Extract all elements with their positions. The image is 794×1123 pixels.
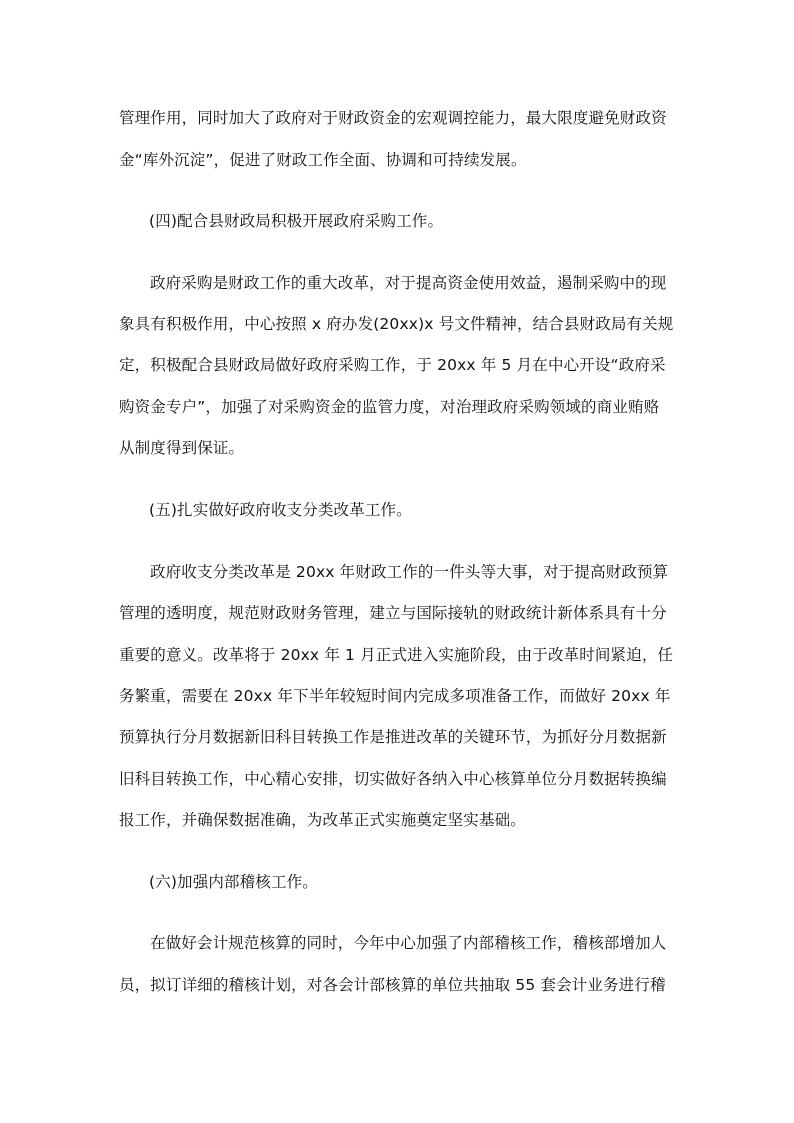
body-line: 员，拟订详细的稽核计划，对各会计部核算的单位共抽取 55 套会计业务进行稽 [119,976,666,994]
body-line: 政府收支分类改革是 20xx 年财政工作的一件头等大事，对于提高财政预算 [150,563,669,581]
body-line: 金“库外沉淀”，促进了财政工作全面、协调和可持续发展。 [119,151,527,169]
body-line: 务繁重，需要在 20xx 年下半年较短时间内完成多项准备工作，而做好 20xx 年 [119,687,671,705]
body-line: 政府采购是财政工作的重大改革，对于提高资金使用效益，遏制采购中的现 [150,274,667,292]
body-line: 购资金专户”，加强了对采购资金的监管力度，对治理政府采购领域的商业贿赂 [119,398,660,416]
body-line: 象具有积极作用，中心按照 x 府办发(20xx)x 号文件精神，结合县财政局有关规 [119,315,674,333]
body-line: 管理的透明度，规范财政财务管理，建立与国际接轨的财政统计新体系具有十分 [119,604,667,622]
body-line: 定，积极配合县财政局做好政府采购工作，于 20xx 年 5 月在中心开设“政府采 [119,356,666,374]
section-heading: (六)加强内部稽核工作。 [149,873,318,891]
body-line: 管理作用，同时加大了政府对于财政资金的宏观调控能力，最大限度避免财政资 [119,109,667,127]
section-heading: (五)扎实做好政府收支分类改革工作。 [149,501,412,519]
body-line: 重要的意义。改革将于 20xx 年 1 月正式进入实施阶段，由于改革时间紧迫，任 [119,646,674,664]
section-heading: (四)配合县财政局积极开展政府采购工作。 [149,212,444,230]
body-line: 预算执行分月数据新旧科目转换工作是推进改革的关键环节，为抓好分月数据新 [119,728,667,746]
body-line: 从制度得到保证。 [119,439,245,457]
body-line: 在做好会计规范核算的同时，今年中心加强了内部稽核工作，稽核部增加人 [150,934,667,952]
body-line: 报工作，并确保数据准确，为改革正式实施奠定坚实基础。 [119,811,526,829]
body-line: 旧科目转换工作，中心精心安排，切实做好各纳入中心核算单位分月数据转换编 [119,770,667,788]
